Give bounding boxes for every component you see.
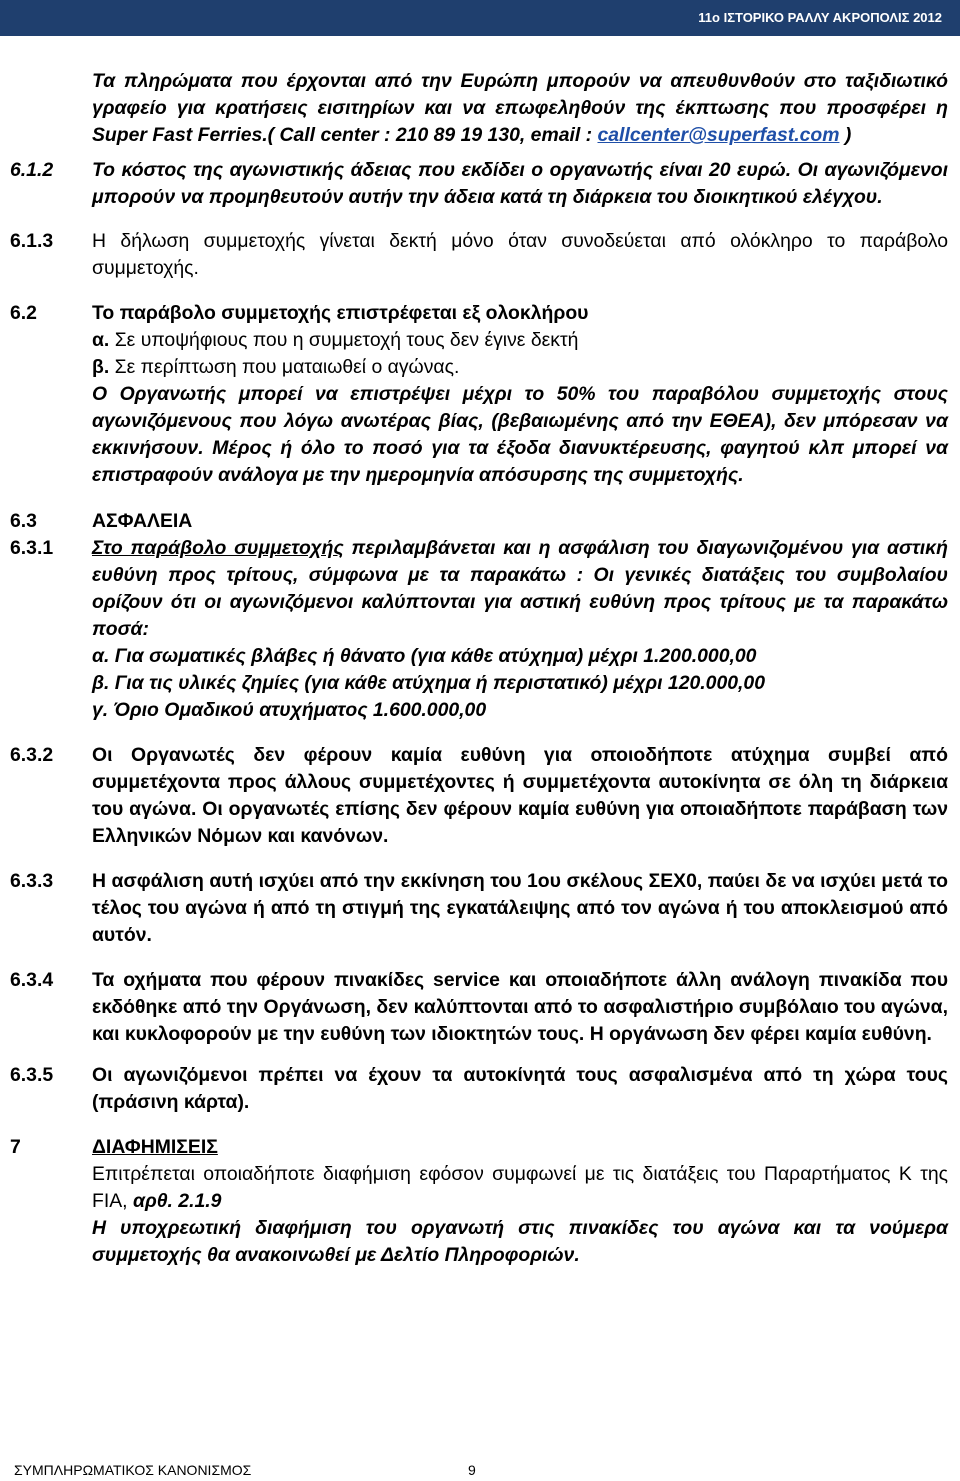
section-number: 6.3.2 [10,744,54,766]
section-number: 6.3.1 [10,537,54,559]
section-number: 6.3.4 [10,969,54,991]
section-number: 6.2 [10,302,37,324]
list-item: β. Σε περίπτωση που ματαιωθεί ο αγώνας. [92,356,460,378]
refund-paragraph: Ο Οργανωτής μπορεί να επιστρέψει μέχρι το 50% του παραβόλου συμμετοχής στους αγωνιζόμενους που λόγω ανωτέρας βίας, (βεβαιωμένης από την ΕΘΕΑ), δεν μπόρεσαν να εκκινήσουν. Μέρος ή όλο το ποσό για τα έξοδα διανυκτέρευσης, φαγητού κλπ μπορεί να επιστραφούν ανάλογα με την ημερομηνία απόσυρσης της συμμετοχής. [92,383,948,486]
section-heading: Το παράβολο συμμετοχής επιστρέφεται εξ ολοκλήρου [92,302,589,324]
section-6-3-1: 6.3.1 Στο παράβολο συμμετοχής περιλαμβάνεται και η ασφάλιση του διαγωνιζομένου για αστική ευθύνη προς τρίτους, σύμφωνα με τα παρακάτω : Οι γενικές διατάξεις του συμβολαίου ορίζουν ότι οι αγωνιζόμενοι καλύπτονται για αστική ευθύνη προς τρίτους με τα παρακάτω ποσά: α. Για σωματικές βλάβες ή θάνατο (για κάθε ατύχημα) μέχρι 1.200.000,00 β. Για τις υλικές ζημίες (για κάθε ατύχημα ή περιστατικό) μέχρι 120.000,00 γ. Όριο Ομαδικού ατυχήματος 1.600.000,00 [0,535,960,724]
section-number: 6.3.3 [10,870,54,892]
section-number: 6.1.3 [10,230,54,252]
footer-document-title: ΣΥΜΠΛΗΡΩΜΑΤΙΚΟΣ ΚΑΝΟΝΙΣΜΟΣ [14,1462,252,1478]
section-heading: ΔΙΑΦΗΜΙΣΕΙΣ [92,1136,218,1158]
section-6-3-4: 6.3.4 Τα οχήματα που φέρουν πινακίδες service και οποιαδήποτε άλλη ανάλογη πινακίδα που εκδόθηκε από την Οργάνωση, δεν καλύπτονται από το ασφαλιστήριο συμβόλαιο του αγώνα, και κυκλοφορούν με την ευθύνη των ιδιοκτητών τους. Η οργάνωση δεν φέρει καμία ευθύνη. [10,969,948,1045]
intro-paragraph: Τα πληρώματα που έρχονται από την Ευρώπη μπορούν να απευθυνθούν στο ταξιδιωτικό γραφείο για κρατήσεις εισιτηρίων και να επωφεληθούν της έκπτωσης που προσφέρει η Super Fast Ferries.( Call center : 210 89 19 130, email : callcenter@superfast.com ) [92,70,948,146]
email-link[interactable]: callcenter@superfast.com [597,124,840,146]
ads-paragraph: Επιτρέπεται οποιαδήποτε διαφήμιση εφόσον συμφωνεί με τις διατάξεις του Παραρτήματος Κ της FIA, αρθ. 2.1.9 [92,1163,948,1212]
section-6-1-3: 6.1.3 Η δήλωση συμμετοχής γίνεται δεκτή μόνο όταν συνοδεύεται από ολόκληρο το παράβολο συμμετοχής. [10,230,948,279]
list-item: α. Για σωματικές βλάβες ή θάνατο (για κάθε ατύχημα) μέχρι 1.200.000,00 [92,645,757,667]
section-number: 6.3 [10,510,37,532]
section-6-3-2: 6.3.2 Οι Οργανωτές δεν φέρουν καμία ευθύνη για οποιοδήποτε ατύχημα συμβεί από συμμετέχοντα προς άλλους συμμετέχοντες ή συμμετέχοντα αυτοκίνητα σε όλη τη διάρκεια του αγώνα. Οι οργανωτές επίσης δεν φέρουν καμία ευθύνη για οποιαδήποτε παράβαση των Ελληνικών Νόμων και κανόνων. [10,744,948,847]
list-item: α. Σε υποψήφιους που η συμμετοχή τους δεν έγινε δεκτή [92,329,579,351]
section-number: 6.1.2 [10,159,54,181]
section-7 [0,1134,960,1269]
document-body [0,68,960,1269]
section-number: 7 [10,1136,21,1158]
page-header [0,0,960,36]
section-6-3-3: 6.3.3 Η ασφάλιση αυτή ισχύει από την εκκίνηση του 1ου σκέλους ΣΕΧ0, παύει δε να ισχύει μετά το τέλος του αγώνα ή από τη στιγμή της εγκατάλειψης από τον αγώνα ή του αποκλεισμού από αυτόν. [10,870,948,946]
list-item: γ. Όριο Ομαδικού ατυχήματος 1.600.000,00 [92,699,487,721]
list-item: β. Για τις υλικές ζημίες (για κάθε ατύχημα ή περιστατικό) μέχρι 120.000,00 [92,672,765,694]
section-6-3-5: 6.3.5 Οι αγωνιζόμενοι πρέπει να έχουν τα αυτοκίνητά τους ασφαλισμένα από τη χώρα τους (πράσινη κάρτα). [10,1064,948,1113]
section-6-1-2: 6.1.2 Το κόστος της αγωνιστικής άδειας που εκδίδει ο οργανωτής είναι 20 ευρώ. Οι αγωνιζόμενοι μπορούν να προμηθευτούν αυτήν την άδεια κατά τη διάρκεια του διοικητικού ελέγχου. [10,159,948,208]
section-number: 6.3.5 [10,1064,54,1086]
section-6-3 [0,508,960,535]
section-6-2 [0,300,960,489]
section-heading: ΑΣΦΑΛΕΙΑ [92,510,193,532]
obligatory-ads-paragraph: Η υποχρεωτική διαφήμιση του οργανωτή στις πινακίδες του αγώνα και τα νούμερα συμμετοχής θα ανακοινωθεί με Δελτίο Πληροφοριών. [92,1217,948,1266]
page-number: 9 [468,1462,476,1478]
header-title: 11ο ΙΣΤΟΡΙΚΟ ΡΑΛΛΥ ΑΚΡΟΠΟΛΙΣ 2012 [698,10,942,25]
